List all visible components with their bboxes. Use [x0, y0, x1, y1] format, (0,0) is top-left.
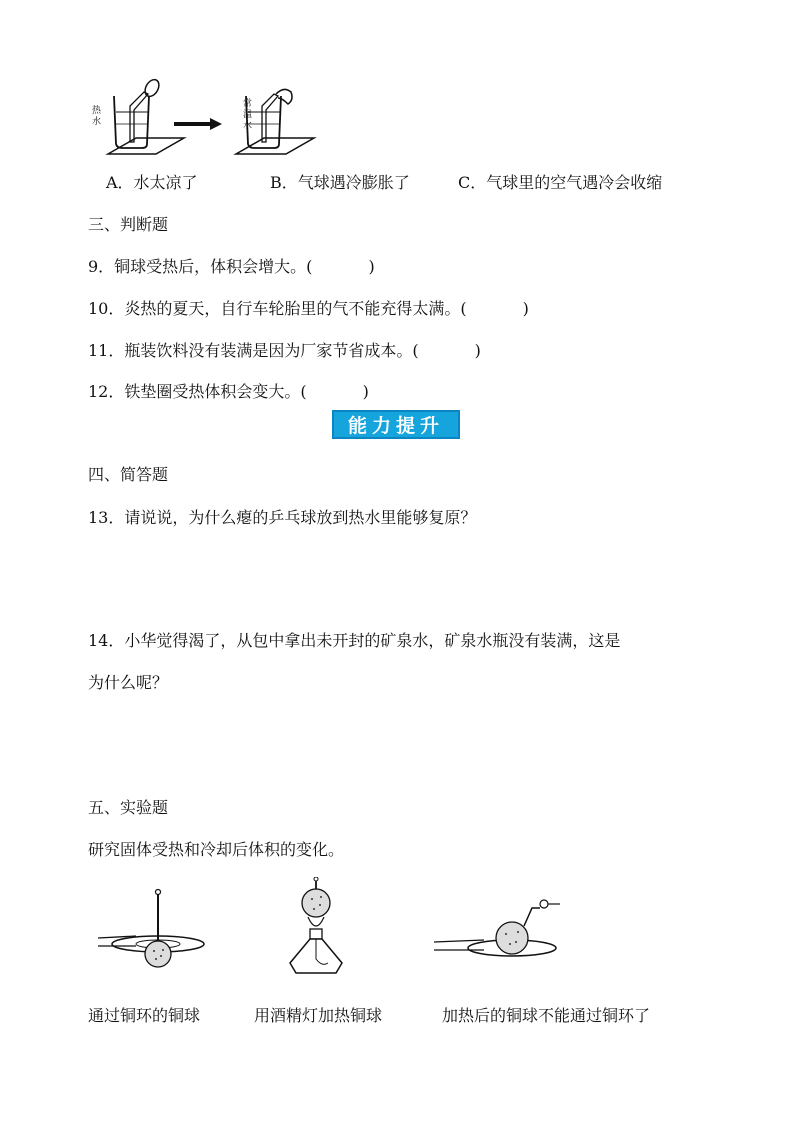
q8-option-c: C．气球里的空气遇冷会收缩	[458, 173, 663, 192]
question-9	[88, 254, 375, 277]
section-3-heading: 三、判断题	[88, 215, 169, 234]
question-12	[88, 379, 369, 402]
question-11-text: 11．瓶装饮料没有装满是因为厂家节省成本。(	[88, 341, 419, 360]
question-11-close: )	[474, 341, 481, 360]
question-9-close: )	[368, 257, 375, 276]
q8-option-b: B．气球遇冷膨胀了	[270, 173, 410, 192]
room-temp-water-label: 常温水	[243, 99, 253, 131]
question-12-close: )	[362, 382, 369, 401]
hot-water-label: 热水	[92, 106, 102, 127]
question-11	[88, 338, 481, 361]
question-14-line-2: 为什么呢？	[88, 673, 169, 692]
heated-ball-ring-figure	[432, 892, 562, 974]
section-5-heading: 五、实验题	[88, 798, 169, 817]
question-13: 13．请说说，为什么瘪的乒乓球放到热水里能够复原？	[88, 508, 477, 527]
ability-improvement-badge: 能力提升	[332, 410, 460, 439]
ball-through-ring-figure	[96, 888, 206, 972]
question-9-text: 9．铜球受热后，体积会增大。(	[88, 257, 313, 276]
caption-heating-ball: 用酒精灯加热铜球	[254, 1006, 383, 1025]
caption-heated-ball-cannot-pass: 加热后的铜球不能通过铜环了	[442, 1006, 651, 1025]
section-4-heading: 四、简答题	[88, 465, 169, 484]
question-10-text: 10．炎热的夏天，自行车轮胎里的气不能充得太满。(	[88, 299, 467, 318]
q8-option-a: A．水太凉了	[106, 173, 198, 192]
experiment-intro: 研究固体受热和冷却后体积的变化。	[88, 840, 345, 859]
question-10-close: )	[522, 299, 529, 318]
heating-ball-figure	[282, 877, 352, 977]
question-12-text: 12．铁垫圈受热体积会变大。(	[88, 382, 307, 401]
balloon-experiment-figure	[86, 78, 326, 160]
caption-ball-through-ring: 通过铜环的铜球	[88, 1006, 201, 1025]
question-10	[88, 296, 529, 319]
question-14-line-1: 14．小华觉得渴了，从包中拿出未开封的矿泉水，矿泉水瓶没有装满，这是	[88, 631, 621, 650]
